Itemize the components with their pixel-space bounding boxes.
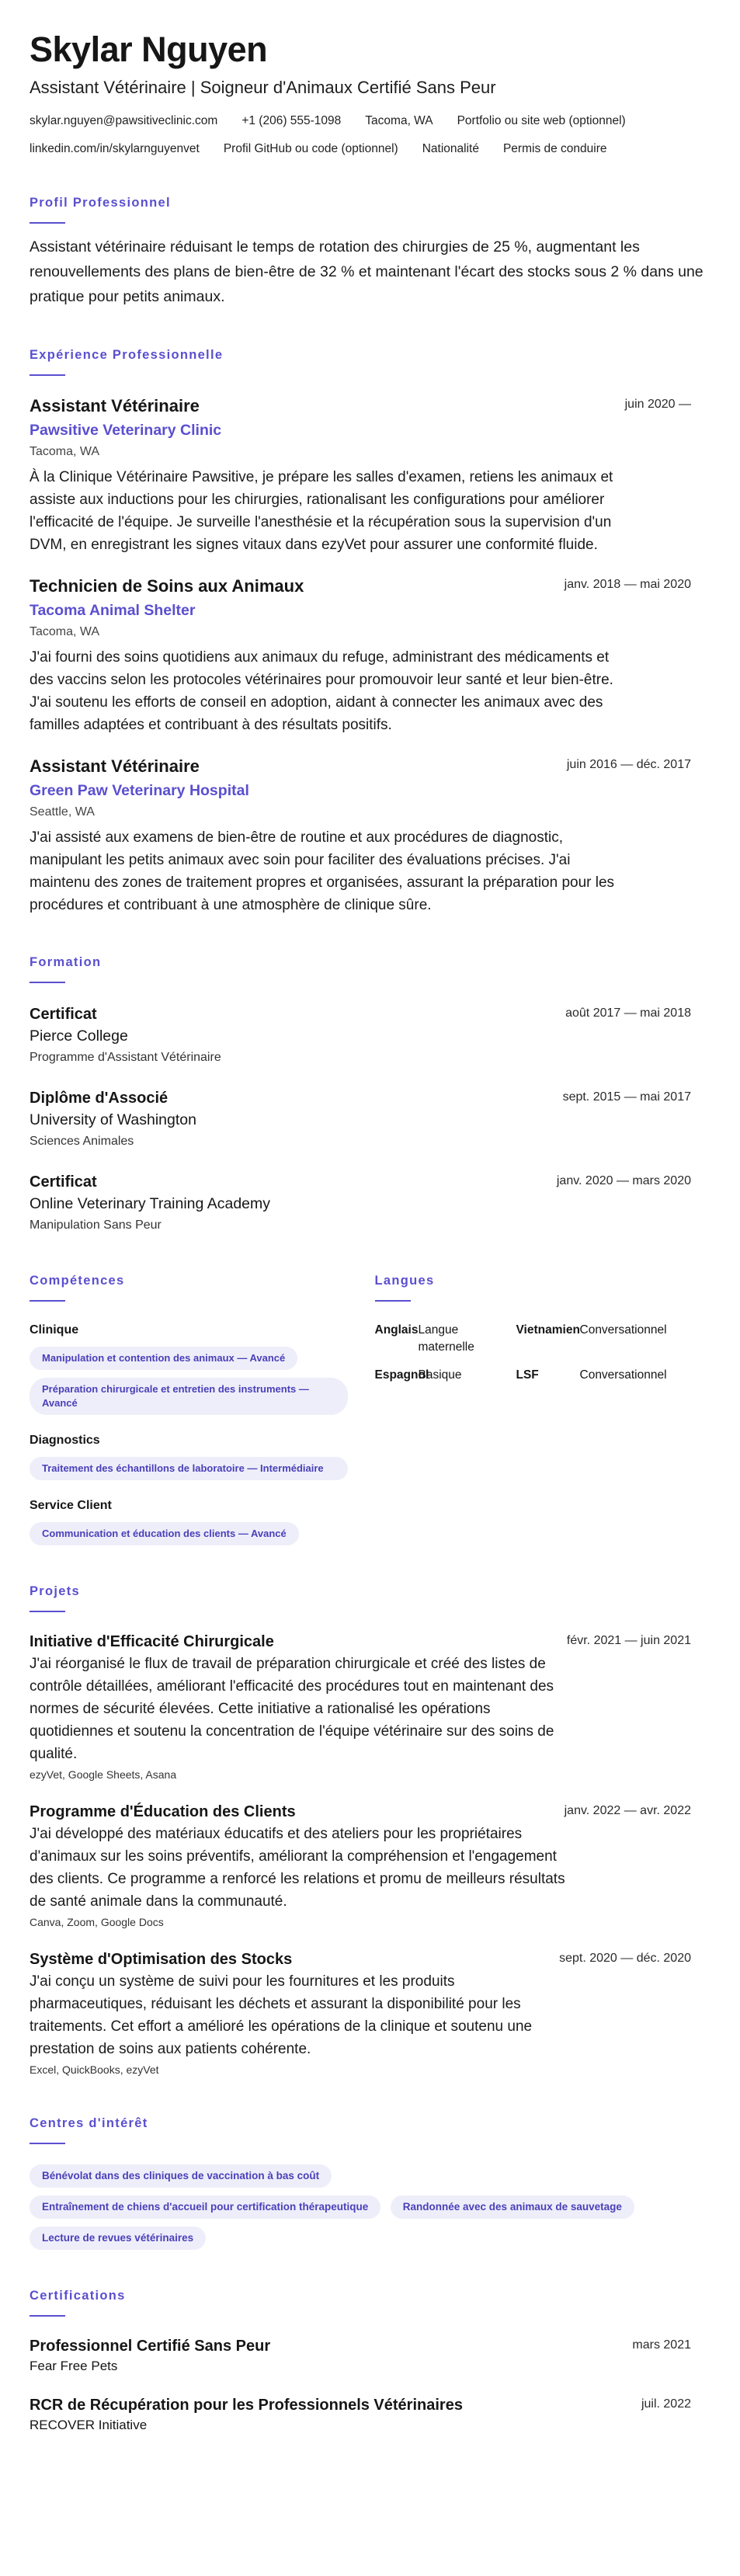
experience-entry	[30, 395, 710, 556]
job-dates: janv. 2018 — mai 2020	[564, 578, 691, 591]
section-divider	[30, 1611, 65, 1612]
interest-list	[30, 2157, 713, 2250]
language-name: Vietnamien	[516, 1323, 580, 1337]
project-dates: févr. 2021 — juin 2021	[566, 1634, 691, 1647]
contact-linkedin[interactable]: linkedin.com/in/skylarnguyenvet	[30, 142, 200, 155]
contact-list	[30, 113, 713, 157]
project-tech: ezyVet, Google Sheets, Asana	[30, 1768, 177, 1781]
job-location: Tacoma, WA	[30, 445, 100, 458]
certification-name: Professionnel Certifié Sans Peur	[30, 2338, 271, 2355]
project-name: Système d'Optimisation des Stocks	[30, 1951, 293, 1968]
project-tech: Canva, Zoom, Google Docs	[30, 1916, 164, 1928]
interest-chip: Bénévolat dans des cliniques de vaccination à bas coût	[30, 2164, 332, 2188]
job-title: Assistant Vétérinaire	[30, 756, 200, 776]
school: Pierce College	[30, 1027, 128, 1045]
education-entry	[30, 1171, 710, 1235]
project-description: J'ai développé des matériaux éducatifs et des ateliers pour les propriétaires d'animaux sur les soins préventifs, améliorant la compréhension et l'engagement des clients. Ce programme a renforcé les relations et promu de meilleurs résultats de santé animale dans la communauté.	[30, 1826, 565, 1910]
section-title-interests: Centres d'intérêt	[30, 2116, 148, 2130]
interest-chip: Randonnée avec des animaux de sauvetage	[391, 2195, 634, 2219]
project-name: Programme d'Éducation des Clients	[30, 1803, 296, 1820]
contact-location: Tacoma, WA	[365, 114, 433, 127]
experience-entry	[30, 575, 710, 736]
section-title-certifications: Certifications	[30, 2289, 126, 2303]
contact-nationality: Nationalité	[422, 142, 479, 155]
school: Online Veterinary Training Academy	[30, 1195, 271, 1212]
language-level: Basique	[418, 1368, 462, 1382]
certification-issuer: RECOVER Initiative	[30, 2418, 148, 2432]
employer: Tacoma Animal Shelter	[30, 602, 196, 619]
contact-license: Permis de conduire	[502, 142, 607, 155]
job-description: J'ai assisté aux examens de bien-être de routine et aux procédures de diagnostic, manipulant les petits animaux avec soin pour faciliter des évaluations précises. J'ai maintenu des zones de traitement propres et organisées, assurant la préparation pour les procédures et contribuant à une atmosphère de clinique sûre.	[30, 829, 615, 913]
languages-section	[375, 1272, 711, 1545]
job-description: J'ai fourni des soins quotidiens aux animaux du refuge, administrant des médicaments et des vaccins selon les protocoles vétérinaires pour promouvoir leur santé et leur bien-être. J'ai soutenu les efforts de conseil en adoption, aidant à connecter les animaux avec des familles adaptées et contribuant à des résultats positifs.	[30, 649, 613, 733]
project-name: Initiative d'Efficacité Chirurgicale	[30, 1633, 274, 1650]
job-title: Technicien de Soins aux Animaux	[30, 576, 304, 596]
projects-section	[30, 1583, 710, 2077]
skill-category: Clinique	[30, 1323, 79, 1337]
contact-phone[interactable]: +1 (206) 555-1098	[241, 114, 342, 127]
contact-email[interactable]: skylar.nguyen@pawsitiveclinic.com	[30, 114, 218, 127]
degree: Diplôme d'Associé	[30, 1090, 168, 1107]
language-name: Espagnol	[374, 1368, 429, 1382]
contact-portfolio[interactable]: Portfolio ou site web (optionnel)	[457, 114, 626, 127]
school: University of Washington	[30, 1111, 196, 1128]
job-location: Seattle, WA	[30, 805, 95, 819]
certification-date: juil. 2022	[641, 2397, 691, 2411]
project-dates: janv. 2022 — avr. 2022	[564, 1804, 691, 1817]
section-divider	[30, 2143, 65, 2144]
section-title-experience: Expérience Professionnelle	[30, 348, 224, 362]
job-dates: juin 2016 — déc. 2017	[566, 758, 691, 771]
degree: Certificat	[30, 1006, 97, 1023]
education-dates: août 2017 — mai 2018	[565, 1006, 691, 1020]
skill-category: Diagnostics	[30, 1434, 100, 1447]
experience-entry	[30, 755, 710, 916]
education-dates: janv. 2020 — mars 2020	[556, 1174, 691, 1187]
project-description: J'ai conçu un système de suivi pour les fournitures et les produits pharmaceutiques, réduisant les déchets et assurant la disponibilité pour les traitements. Cet effort a amélioré les opérations de la clinique et soutenu une prestation de soins aux patients cohérente.	[30, 1973, 533, 2057]
job-dates: juin 2020 —	[624, 398, 691, 411]
employer: Green Paw Veterinary Hospital	[30, 782, 249, 799]
language-list	[375, 1322, 711, 1384]
section-divider	[30, 2315, 65, 2317]
education-section	[30, 954, 710, 1235]
interest-chip: Entraînement de chiens d'accueil pour certification thérapeutique	[30, 2195, 380, 2219]
education-entry	[30, 1003, 710, 1067]
education-dates: sept. 2015 — mai 2017	[562, 1090, 691, 1104]
language-name: Anglais	[374, 1323, 419, 1337]
skills-languages-row	[30, 1272, 710, 1545]
section-divider	[375, 1300, 411, 1302]
section-divider	[30, 982, 65, 983]
certification-issuer: Fear Free Pets	[30, 2359, 118, 2373]
section-title-summary: Profil Professionnel	[30, 196, 171, 210]
skill-chip: Communication et éducation des clients — Avancé	[30, 1522, 299, 1545]
field-of-study: Programme d'Assistant Vétérinaire	[30, 1051, 221, 1064]
section-divider	[30, 1300, 65, 1302]
language-name: LSF	[516, 1368, 539, 1382]
employer: Pawsitive Veterinary Clinic	[30, 422, 222, 439]
certification-entry	[30, 2335, 710, 2376]
job-description: À la Clinique Vétérinaire Pawsitive, je prépare les salles d'examen, retiens les animaux et assiste aux inductions pour les chirurgies, rationalisant les configurations pour améliorer l'efficacité de l'équipe. Je surveille l'anesthésie et la récupération sous la supervision d'un DVM, en enregistrant les signes vitaux dans ezyVet pour assurer une conformité fluide.	[30, 469, 613, 553]
skill-chip: Manipulation et contention des animaux — Avancé	[30, 1347, 297, 1370]
degree: Certificat	[30, 1173, 97, 1191]
project-entry	[30, 1801, 710, 1930]
job-title: Assistant Vétérinaire	[30, 396, 200, 415]
project-description: J'ai réorganisé le flux de travail de préparation chirurgicale et créé des listes de contrôle détaillées, améliorant l'efficacité des procédures tout en maintenant des normes de sécurité élevées. Cette initiative a rationalisé les opérations quotidiennes et soutenu la concentration de l'équipe vétérinaire sur des soins de qualité.	[30, 1656, 554, 1762]
section-title-projects: Projets	[30, 1584, 81, 1598]
certifications-section	[30, 2287, 710, 2435]
field-of-study: Manipulation Sans Peur	[30, 1218, 162, 1232]
interest-chip: Lecture de revues vétérinaires	[30, 2227, 206, 2250]
education-entry	[30, 1087, 710, 1151]
section-divider	[30, 222, 65, 224]
skill-chip: Traitement des échantillons de laboratoire — Intermédiaire	[30, 1457, 348, 1480]
headline: Assistant Vétérinaire | Soigneur d'Animaux Certifié Sans Peur	[30, 78, 496, 97]
project-tech: Excel, QuickBooks, ezyVet	[30, 2063, 159, 2076]
project-entry	[30, 1631, 710, 1782]
project-entry	[30, 1949, 710, 2077]
section-title-education: Formation	[30, 955, 102, 969]
language-level: Conversationnel	[579, 1323, 667, 1337]
section-title-skills: Compétences	[30, 1274, 125, 1288]
contact-github[interactable]: Profil GitHub ou code (optionnel)	[223, 142, 398, 155]
section-divider	[30, 374, 65, 376]
experience-section	[30, 346, 710, 916]
certification-name: RCR de Récupération pour les Professionnels Vétérinaires	[30, 2397, 463, 2414]
section-title-languages: Langues	[374, 1274, 435, 1288]
skill-chip: Préparation chirurgicale et entretien des instruments — Avancé	[30, 1378, 348, 1415]
language-level: Langue maternelle	[418, 1323, 474, 1354]
certification-entry	[30, 2394, 710, 2435]
field-of-study: Sciences Animales	[30, 1135, 134, 1148]
summary-text: Assistant vétérinaire réduisant le temps de rotation des chirurgies de 25 %, augmentant les renouvellements des plans de bien-être de 32 % et maintenant l'écart des stocks sous 2 % dans une pratique pour petits animaux.	[30, 238, 704, 305]
skill-category: Service Client	[30, 1499, 112, 1512]
job-location: Tacoma, WA	[30, 625, 100, 638]
candidate-name: Skylar Nguyen	[30, 30, 268, 69]
summary-section	[30, 194, 710, 309]
skills-section	[30, 1272, 366, 1545]
language-level: Conversationnel	[579, 1368, 667, 1382]
project-dates: sept. 2020 — déc. 2020	[559, 1952, 691, 1965]
certification-date: mars 2021	[632, 2338, 691, 2352]
interests-section	[30, 2115, 710, 2250]
